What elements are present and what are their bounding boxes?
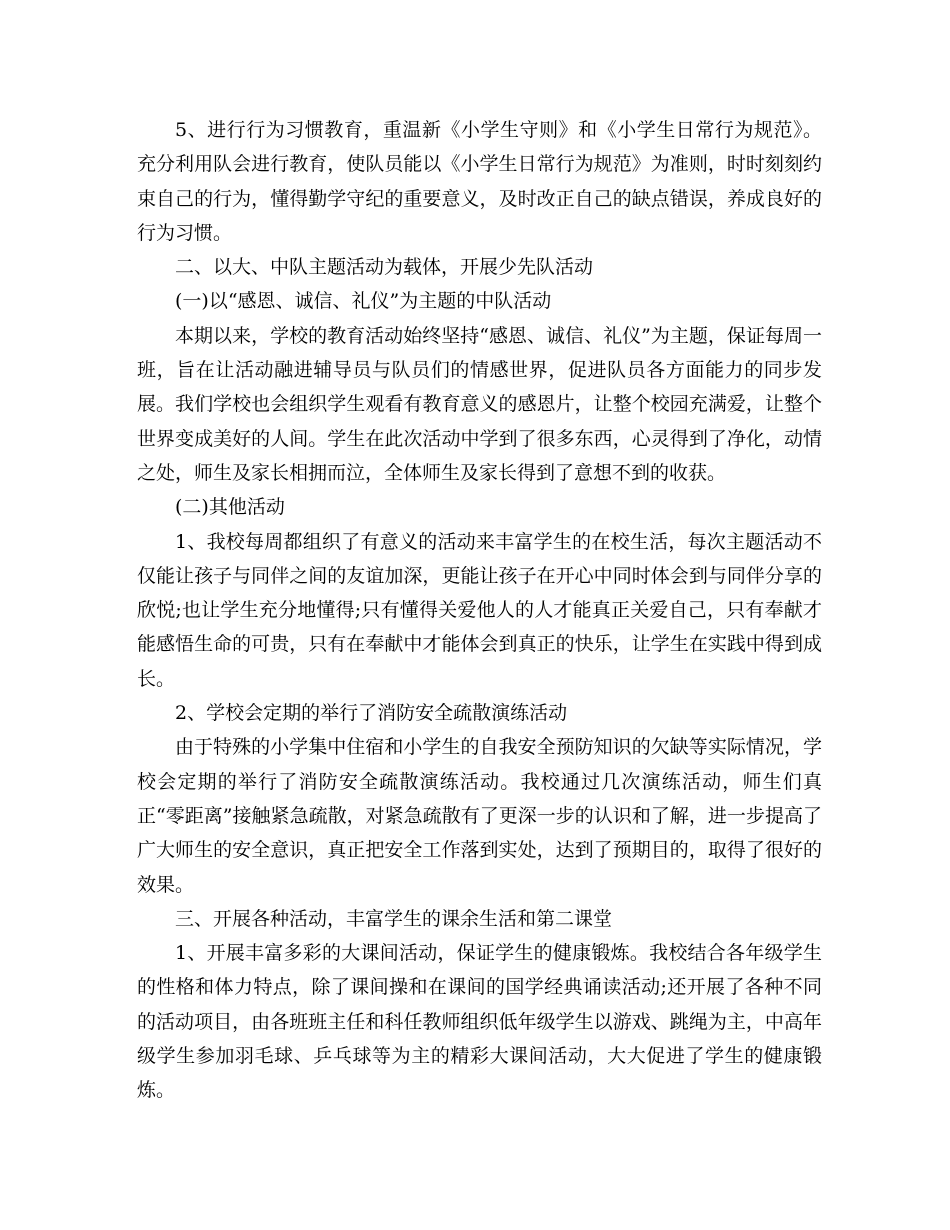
document-page xyxy=(137,113,822,1108)
subheading-gratitude-activities: (一)以“感恩、诚信、礼仪”为主题的中队活动 xyxy=(175,290,552,313)
heading-section-2: 二、以大、中队主题活动为载体，开展少先队活动 xyxy=(175,256,594,279)
paragraph-weekly-activities: 1、我校每周都组织了有意义的活动来丰富学生的在校生活，每次主题活动不仅能让孩子与同伴之间的友谊加深，更能让孩子在开心中同时体会到与同伴分享的欣悦;也让学生充分地懂得;只有懂得关爱他人的人才能真正关爱自己，只有奉献才能感悟生命的可贵，只有在奉献中才能体会到真正的快乐，让学生在实践中得到成长。 xyxy=(137,530,822,690)
subheading-fire-drill: 2、学校会定期的举行了消防安全疏散演练活动 xyxy=(175,702,568,725)
paragraph-fire-drill: 由于特殊的小学集中住宿和小学生的自我安全预防知识的欠缺等实际情况，学校会定期的举行了消防安全疏散演练活动。我校通过几次演练活动，师生们真正“零距离”接触紧急疏散，对紧急疏散有了更深一步的认识和了解，进一步提高了广大师生的安全意识，真正把安全工作落到实处，达到了预期目的，取得了很好的效果。 xyxy=(137,736,822,896)
heading-section-3: 三、开展各种活动，丰富学生的课余生活和第二课堂 xyxy=(175,907,613,930)
paragraph-gratitude-activities: 本期以来，学校的教育活动始终坚持“感恩、诚信、礼仪”为主题，保证每周一班，旨在让活动融进辅导员与队员们的情感世界，促进队员各方面能力的同步发展。我们学校也会组织学生观看有教育意义的感恩片，让整个校园充满爱，让整个世界变成美好的人间。学生在此次活动中学到了很多东西，心灵得到了净化，动情之处，师生及家长相拥而泣，全体师生及家长得到了意想不到的收获。 xyxy=(137,324,822,484)
subheading-other-activities: (二)其他活动 xyxy=(175,496,285,519)
paragraph-behavior-education: 5、进行行为习惯教育，重温新《小学生守则》和《小学生日常行为规范》。充分利用队会进行教育，使队员能以《小学生日常行为规范》为准则，时时刻刻约束自己的行为，懂得勤学守纪的重要意义，及时改正自己的缺点错误，养成良好的行为习惯。 xyxy=(137,119,822,244)
paragraph-recess-activities: 1、开展丰富多彩的大课间活动，保证学生的健康锻炼。我校结合各年级学生的性格和体力特点，除了课间操和在课间的国学经典诵读活动;还开展了各种不同的活动项目，由各班班主任和科任教师组织低年级学生以游戏、跳绳为主，中高年级学生参加羽毛球、乒乓球等为主的精彩大课间活动，大大促进了学生的健康锻炼。 xyxy=(137,942,822,1102)
